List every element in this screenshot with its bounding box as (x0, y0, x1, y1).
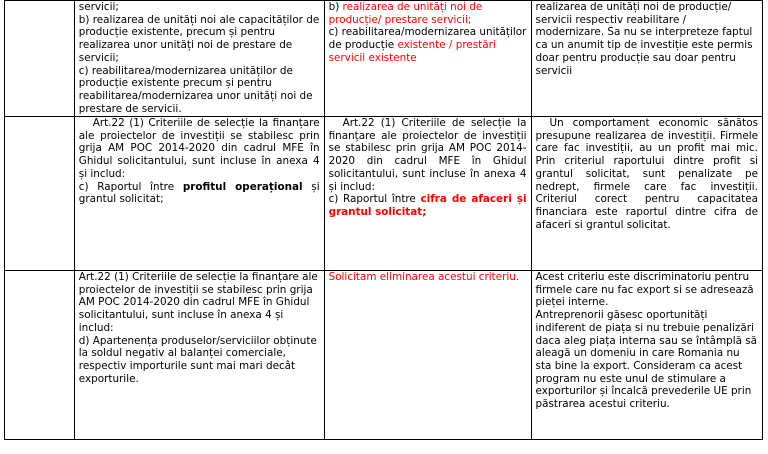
justification-cell (531, 271, 762, 440)
current-item-c: c) reabilitarea/modernizarea unităților de producție existente precum și pentru reabilitarea/modernizarea unor unități noi de prestare de servicii. (78, 64, 313, 115)
current-text-cell (74, 271, 324, 440)
table-row (5, 1, 763, 117)
justification-text: Antreprenorii găsesc oportunități indiferent de piața si nu trebuie penalizări daca aleg piața interna sau se întâmplă să aleagă un domeniu in care Romania nu sta bine la export. Consideram ca acest program nu este unul de stimulare a exporturilor și încalcă prevederile UE prin păstrarea acestui criteriu. (535, 309, 758, 411)
current-line: servicii; (78, 1, 119, 13)
justification-text: Un comportament economic sănătos presupune realizarea de investiții. Firmele care fac investiții, au un profit mai mic. Prin criteriul raportului dintre profit si grantul solicitat, sunt penalizate pe nedrept, firmele care fac investiții. Criteriul corect pentru capacitatea financiara este raportul dintre cifra de afaceri si grantul solicitat. (535, 117, 758, 231)
justification-cell (531, 117, 762, 271)
proposal-change: existente / prestări servicii existente (328, 39, 496, 64)
current-criterion-c (79, 181, 320, 206)
criterion-prefix: c) Raportul între (328, 193, 421, 206)
amendments-table (4, 0, 763, 440)
justification-cell (531, 1, 762, 117)
proposal-cell (324, 271, 531, 440)
current-item-b: b) realizarea de unități noi ale capacităților de producție existente, precum și pentru realizarea unor unități noi de prestare de servicii; (78, 13, 320, 64)
proposal-cell (324, 117, 531, 271)
proposal-criterion-c (329, 193, 527, 218)
current-text-cell (74, 117, 324, 271)
criterion-suffix: și grantul solicitat; (78, 180, 320, 206)
current-criterion-d: d) Apartenența produselor/serviciilor obținute la soldul negativ al balanței comerciale, respectiv importurile sunt mai mari decât exporturile. (78, 334, 317, 385)
proposal-text: Solicitam eliminarea acestui criteriu. (328, 271, 520, 283)
justification-text: realizarea de unități noi de producție/ servicii respectiv reabilitare / modernizare. Sa nu se interpreteze faptul ca un anumit tip de investiție este permis doar pentru producție sau doar pentru servicii (535, 1, 753, 77)
table-row (5, 271, 763, 440)
row-number-cell (5, 271, 75, 440)
proposal-article: Art.22 (1) Criteriile de selecție la finanțare ale proiectelor de investiții se stabilesc prin grija AM POC 2014-2020 din cadrul MFE în Ghidul solicitantului, sunt incluse în anexa 4 și includ: (328, 117, 527, 193)
proposal-item-c (329, 26, 527, 64)
proposal-change: realizarea de unități noi de producție/ prestare servicii; (328, 1, 483, 26)
proposal-cell (324, 1, 531, 117)
justification-text: Acest criteriu este discriminatoriu pentru firmele care nu fac export si se adresează pieței interne. (535, 271, 754, 309)
criterion-bold: profitul operațional (182, 180, 303, 193)
proposal-prefix: b) (328, 1, 343, 13)
row-number-cell (5, 117, 75, 271)
current-article: Art.22 (1) Criteriile de selecție la finanțare ale proiectelor de investiții se stabilesc prin grija AM POC 2014-2020 din cadrul MFE în Ghidul solicitantului, sunt incluse în anexa 4 și includ: (78, 271, 318, 334)
row-number-cell (5, 1, 75, 117)
current-article: Art.22 (1) Criteriile de selecție la finanțare ale proiectelor de investiții se stabilesc prin grija AM POC 2014-2020 din cadrul MFE în Ghidul solicitantului, sunt incluse în anexa 4 și includ: (78, 117, 320, 180)
criterion-change: cifra de afaceri și grantul solicitat; (328, 193, 527, 218)
table-row (5, 117, 763, 271)
proposal-prefix: c) reabilitarea/modernizarea unităților de producție (328, 26, 527, 52)
proposal-item-b (329, 1, 527, 26)
criterion-prefix: c) Raportul între (78, 180, 183, 193)
current-text-cell (74, 1, 324, 117)
